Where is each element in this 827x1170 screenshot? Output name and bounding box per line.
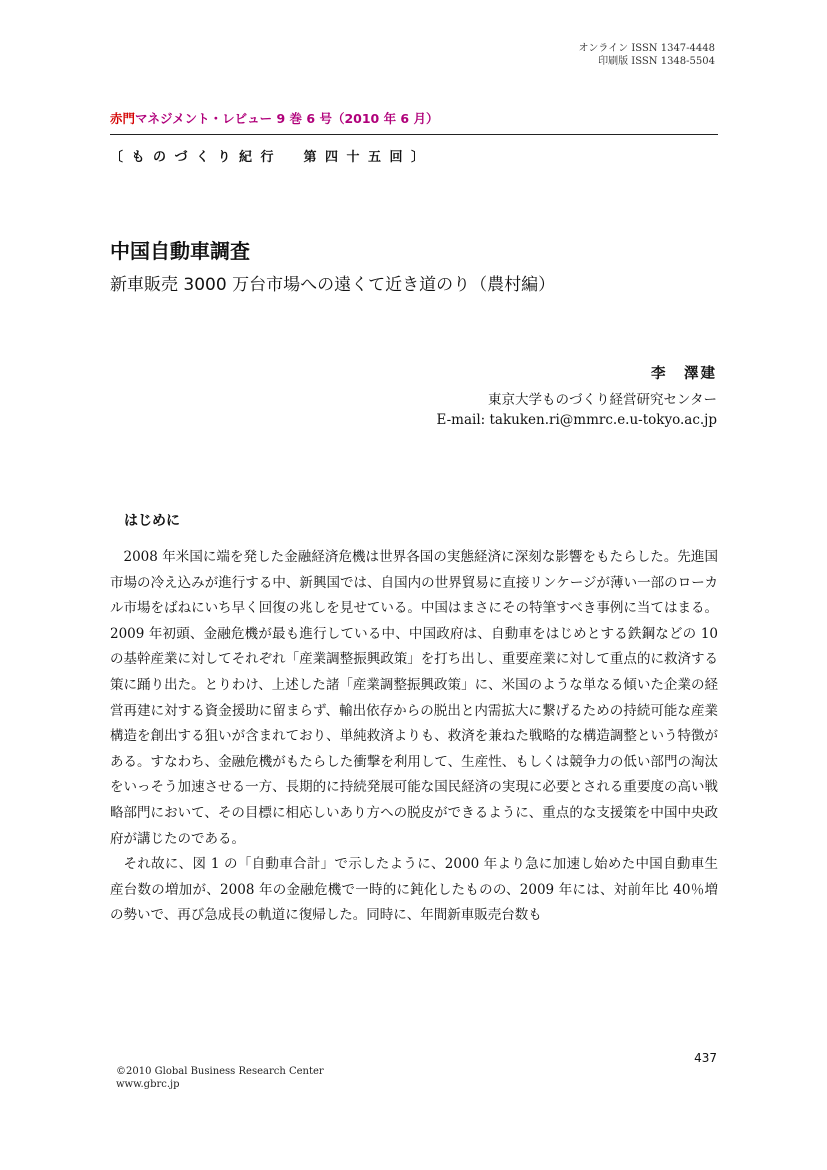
page-number: 437 — [694, 1051, 717, 1065]
paragraph: それ故に、図 1 の「自動車合計」で示したように、2000 年より急に加速し始めた中国自動車生産台数の増加が、2008 年の金融危機で一時的に鈍化したものの、2009 年には、対前年比 40％増の勢いで、再び急成長の軌道に復帰した。同時に、年間新車販売台数も — [110, 856, 718, 924]
section-heading: はじめに — [124, 513, 180, 529]
body-text — [110, 545, 718, 929]
issn-online: オンライン ISSN 1347-4448 — [578, 43, 715, 54]
footer-copyright: ©2010 Global Business Research Center — [116, 1066, 324, 1077]
author-email: E-mail: takuken.ri@mmrc.e.u-tokyo.ac.jp — [436, 412, 717, 428]
paragraph: 2008 年米国に端を発した金融経済危機は世界各国の実態経済に深刻な影響をもたらした。先進国市場の冷え込みが進行する中、新興国では、自国内の世界貿易に直接リンケージが薄い一部のローカル市場をばねにいち早く回復の兆しを見せている。中国はまさにその特筆すべき事例に当てはまる。2009 年初頭、金融危機が最も進行している中、中国政府は、自動車をはじめとする鉄鋼などの 10 の基幹産業に対してそれぞれ「産業調整振興政策」を打ち出し、重要産業に対して重点的に救済する策に踊り出た。とりわけ、上述した諸「産業調整振興政策」に、米国のような単なる傾いた企業の経営再建に対する資金援助に留まらず、輸出依存からの脱出と内需拡大に繋げるための持続可能な産業構造を創出する狙いが含まれており、単純救済よりも、救済を兼ねた戦略的な構造調整という特徴がある。すなわち、金融危機がもたらした衝撃を利用して、生産性、もしくは競争力の低い部門の淘汰をいっそう加速させる一方、長期的に持続発展可能な国民経済の実現に必要とされる重要度の高い戦略部門において、その目標に相応しいあり方への脱皮ができるように、重点的な支援策を中国中央政府が講じたのである。 — [110, 549, 718, 847]
series-label: 〔ものづくり紀行 第四十五回〕 — [110, 150, 433, 165]
article-title: 中国自動車調査 — [110, 239, 250, 263]
article-subtitle: 新車販売 3000 万台市場への遠くて近き道のり（農村編） — [110, 275, 556, 295]
journal-name-rest: マネジメント・レビュー 9 巻 6 号（2010 年 6 月） — [135, 111, 439, 126]
author-affiliation: 東京大学ものづくり経営研究センター — [488, 392, 717, 408]
header-rule — [110, 134, 718, 135]
journal-citation — [110, 109, 439, 127]
footer-url: www.gbrc.jp — [116, 1079, 180, 1090]
author-name: 李 澤建 — [651, 365, 717, 382]
journal-name-red: 赤門 — [110, 111, 136, 126]
issn-print: 印刷版 ISSN 1348-5504 — [598, 56, 715, 67]
footer — [116, 1065, 324, 1091]
